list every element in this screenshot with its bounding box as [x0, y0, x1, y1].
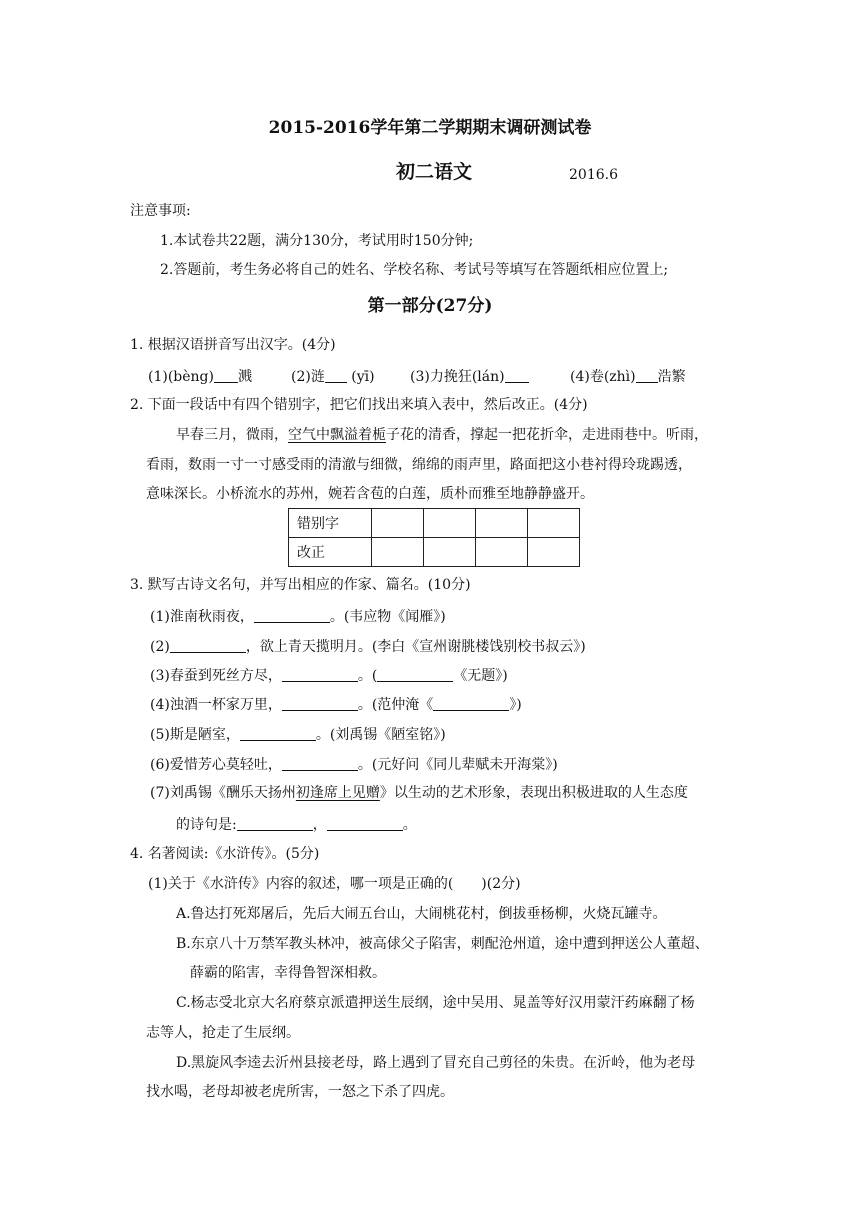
q3-line-7-answer — [176, 816, 417, 832]
q3-line-6 — [150, 756, 558, 772]
q3-line-7-comma: ， — [312, 817, 327, 833]
q2-passage-part-a: 早春三月，微雨， — [176, 427, 288, 443]
table-row — [289, 538, 580, 567]
table-cell[interactable] — [476, 509, 528, 538]
table-cell[interactable] — [528, 509, 580, 538]
q3-line-2 — [150, 638, 586, 654]
q3-blank-5[interactable] — [240, 726, 316, 741]
q3-blank-4[interactable] — [282, 696, 358, 711]
q3-line-3-source: 《无题》) — [453, 668, 508, 684]
q3-blank-2[interactable] — [170, 638, 246, 653]
q3-line-3 — [150, 667, 508, 683]
q1-item-3-prefix: (3)力挽狂(lán) — [410, 369, 505, 385]
q3-line-7 — [150, 786, 688, 800]
q3-blank-7a[interactable] — [237, 816, 313, 831]
q3-line-4-text: (4)浊酒一杯家万里， — [150, 697, 282, 713]
q3-line-6-source: 。(元好问《同儿辈赋未开海棠》) — [357, 757, 558, 773]
table-cell[interactable] — [476, 538, 528, 567]
q1-blank-2[interactable] — [325, 368, 347, 383]
q3-line-1 — [150, 608, 446, 624]
q3-line-7-text-b: 》以生动的艺术形象，表现出积极进取的人生态度 — [379, 785, 688, 801]
q3-line-3-text: (3)春蚕到死丝方尽， — [150, 668, 282, 684]
q3-line-7-prompt: 的诗句是: — [176, 817, 237, 833]
q1-item-4-suffix: 浩繁 — [657, 369, 686, 385]
q1-item-4 — [570, 368, 686, 384]
q1-item-2-prefix: (2)涟 — [291, 369, 325, 385]
section-title: 第一部分(27分) — [367, 296, 493, 316]
q2-passage-line-3: 意味深长。小桥流水的苏州，婉若含苞的白莲，质朴而雅至地静静盛开。 — [146, 486, 594, 502]
q1-item-1-prefix: (1)(bèng) — [148, 369, 214, 385]
q3-blank-1[interactable] — [254, 608, 330, 623]
q4-option-b-line-1: B.东京八十万禁军教头林冲，被高俅父子陷害，刺配沧州道，途中遭到押送公人董超、 — [176, 936, 709, 952]
notice-item-2: 2.答题前，考生务必将自己的姓名、学校名称、考试号等填写在答题纸相应位置上; — [160, 262, 669, 278]
q4-option-a: A.鲁达打死郑屠后，先后大闹五台山，大闹桃花村，倒拔垂杨柳，火烧瓦罐寺。 — [176, 906, 667, 922]
q4-option-d-line-1: D.黑旋风李逵去沂州县接老母，路上遇到了冒充自己剪径的朱贵。在沂岭，他为老母 — [176, 1055, 696, 1071]
q3-blank-4-title[interactable] — [433, 696, 509, 711]
notice-item-1: 1.本试卷共22题，满分130分，考试用时150分钟; — [160, 233, 474, 249]
q3-blank-3-author[interactable] — [377, 667, 453, 682]
q3-blank-6[interactable] — [282, 756, 358, 771]
table-cell[interactable] — [372, 538, 424, 567]
q2-stem: 2. 下面一段话中有四个错别字，把它们找出来填入表中，然后改正。(4分) — [130, 397, 588, 413]
q1-item-3 — [410, 368, 529, 384]
q1-item-1 — [148, 368, 252, 384]
table-row — [289, 509, 580, 538]
q1-item-2 — [291, 368, 375, 384]
table-cell[interactable] — [424, 538, 476, 567]
q3-line-2-number: (2) — [150, 639, 170, 655]
exam-date: 2016.6 — [569, 167, 618, 183]
table-cell[interactable] — [372, 509, 424, 538]
q4-stem: 4. 名著阅读:《水浒传》。(5分) — [130, 846, 320, 862]
q1-item-2-suffix: (yī) — [351, 369, 375, 385]
table-cell[interactable] — [424, 509, 476, 538]
q4-option-c-line-2: 志等人，抢走了生辰纲。 — [146, 1025, 300, 1041]
table-header-wrong: 错别字 — [289, 509, 372, 538]
q3-line-6-text: (6)爱惜芳心莫轻吐， — [150, 757, 282, 773]
q3-line-1-text: (1)淮南秋雨夜， — [150, 609, 254, 625]
q4-option-d-line-2: 找水喝，老母却被老虎所害，一怒之下杀了四虎。 — [146, 1084, 454, 1100]
q3-line-5 — [150, 726, 446, 742]
q3-line-4 — [150, 696, 522, 712]
q3-blank-3[interactable] — [282, 667, 358, 682]
q2-passage-part-b: 子花的清香，撑起一把花折伞，走进雨巷中。听雨， — [386, 427, 708, 443]
q3-line-7-period: 。 — [402, 817, 417, 833]
q3-line-1-source: 。(韦应物《闻雁》) — [329, 609, 446, 625]
exam-subject: 初二语文 — [396, 161, 473, 183]
q1-stem: 1. 根据汉语拼音写出汉字。(4分) — [130, 337, 336, 353]
q4-sub-question-1: (1)关于《水浒传》内容的叙述，哪一项是正确的( )(2分) — [148, 876, 521, 892]
q3-line-7-underlined: 初逢席上见赠 — [295, 785, 380, 801]
q4-option-c-line-1: C.杨志受北京大名府蔡京派遣押送生辰纲，途中吴用、晁盖等好汉用蒙汗药麻翻了杨 — [176, 995, 695, 1011]
q3-line-5-source: 。(刘禹锡《陋室铭》) — [315, 727, 446, 743]
q3-line-3-paren: 。( — [357, 668, 378, 684]
q1-blank-3[interactable] — [505, 368, 529, 383]
q3-line-2-text: ，欲上青天揽明月。(李白《宣州谢朓楼饯别校书叔云》) — [245, 639, 586, 655]
q2-answer-table — [288, 508, 580, 567]
q2-passage-line-1 — [176, 428, 708, 442]
q3-blank-7b[interactable] — [327, 816, 403, 831]
q1-blank-1[interactable] — [214, 368, 238, 383]
exam-title: 2015-2016学年第二学期期末调研测试卷 — [268, 118, 592, 138]
q2-passage-line-2: 看雨，数雨一寸一寸感受雨的清澈与细微，绵绵的雨声里，路面把这小巷衬得玲珑踢透， — [146, 457, 692, 473]
q4-option-b-line-2: 薛霸的陷害，幸得鲁智深相救。 — [190, 965, 386, 981]
q1-item-4-prefix: (4)卷(zhì) — [570, 369, 636, 385]
q2-passage-underlined: 空气中飘溢着栀 — [288, 427, 386, 443]
table-header-correct: 改正 — [289, 538, 372, 567]
q1-blank-4[interactable] — [636, 368, 658, 383]
q3-line-4-close: 》) — [509, 697, 522, 713]
table-cell[interactable] — [528, 538, 580, 567]
q3-line-7-text-a: (7)刘禹锡《酬乐天扬州 — [150, 785, 296, 801]
notice-heading: 注意事项: — [130, 203, 191, 219]
q3-line-4-source: 。(范仲淹《 — [357, 697, 434, 713]
q1-item-1-suffix: 溅 — [237, 369, 252, 385]
q3-stem: 3. 默写古诗文名句，并写出相应的作家、篇名。(10分) — [130, 577, 471, 593]
q3-line-5-text: (5)斯是陋室， — [150, 727, 240, 743]
